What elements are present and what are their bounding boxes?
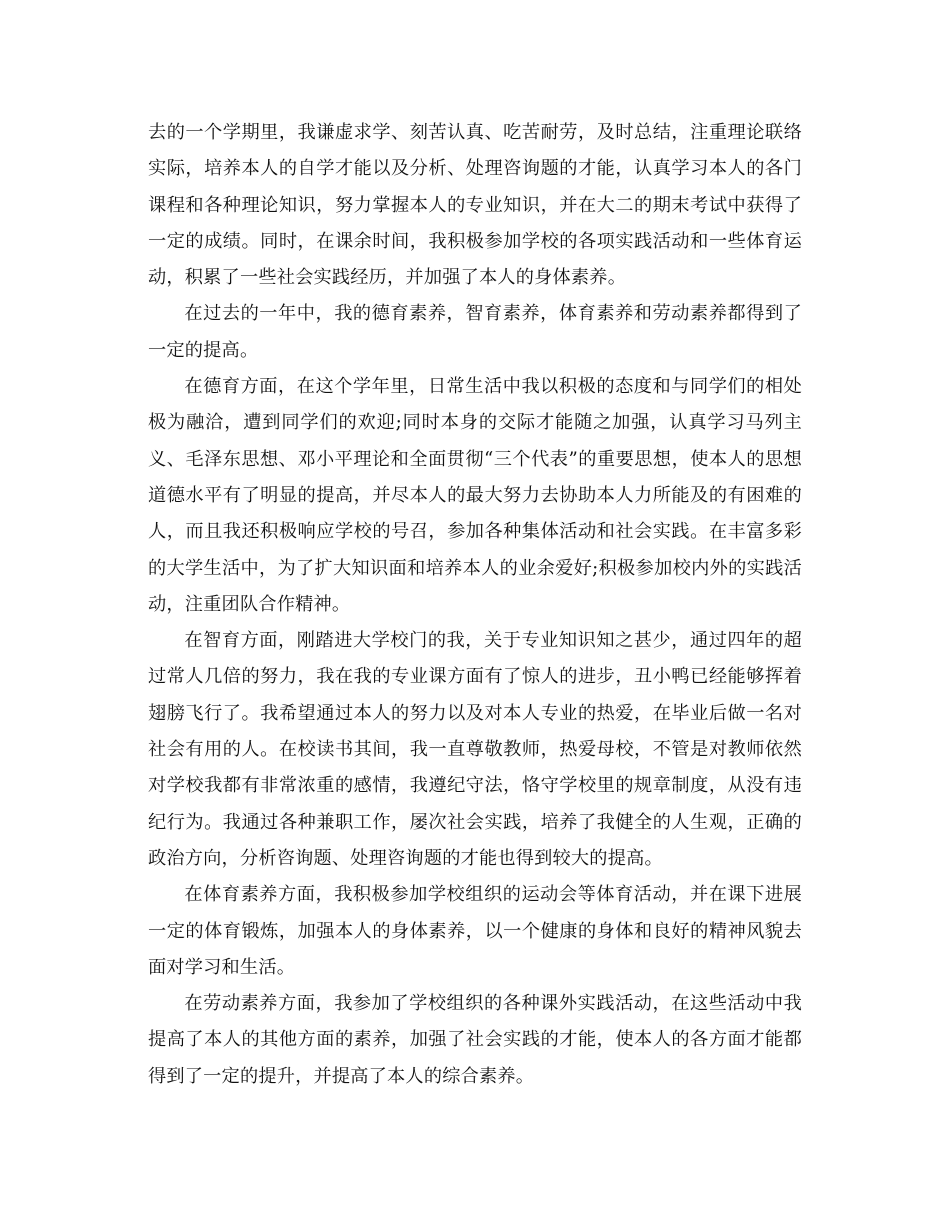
paragraph-continued: 去的一个学期里，我谦虚求学、刻苦认真、吃苦耐劳，及时总结，注重理论联络实际，培养本人的自学才能以及分析、处理咨询题的才能，认真学习本人的各门课程和各种理论知识，努力掌握本人的专业知识，并在大二的期末考试中获得了一定的成绩。同时，在课余时间，我积极参加学校的各项实践活动和一些体育运动，积累了一些社会实践经历，并加强了本人的身体素养。	[148, 122, 802, 289]
paragraph-physical-education: 在体育素养方面，我积极参加学校组织的运动会等体育活动，并在课下进展一定的体育锻炼，加强本人的身体素养，以一个健康的身体和良好的精神风貌去面对学习和生活。	[148, 884, 802, 978]
paragraph-overview: 在过去的一年中，我的德育素养，智育素养，体育素养和劳动素养都得到了一定的提高。	[148, 303, 802, 361]
document-body	[148, 115, 802, 1095]
paragraph-intellectual-education: 在智育方面，刚踏进大学校门的我，关于专业知识知之甚少，通过四年的超过常人几倍的努力，我在我的专业课方面有了惊人的进步，丑小鸭已经能够挥着翅膀飞行了。我希望通过本人的努力以及对本人专业的热爱，在毕业后做一名对社会有用的人。在校读书其间，我一直尊敬教师，热爱母校，不管是对教师依然对学校我都有非常浓重的感情，我遵纪守法，恪守学校里的规章制度，从没有违纪行为。我通过各种兼职工作，屡次社会实践，培养了我健全的人生观，正确的政治方向，分析咨询题、处理咨询题的才能也得到较大的提高。	[148, 630, 802, 869]
paragraph-labor-education: 在劳动素养方面，我参加了学校组织的各种课外实践活动，在这些活动中我提高了本人的其他方面的素养，加强了社会实践的才能，使本人的各方面才能都得到了一定的提升，并提高了本人的综合素养。	[148, 993, 802, 1087]
paragraph-moral-education: 在德育方面，在这个学年里，日常生活中我以积极的态度和与同学们的相处极为融洽，遭到同学们的欢迎;同时本身的交际才能随之加强，认真学习马列主义、毛泽东思想、邓小平理论和全面贯彻“三个代表”的重要思想，使本人的思想道德水平有了明显的提高，并尽本人的最大努力去协助本人力所能及的有困难的人，而且我还积极响应学校的号召，参加各种集体活动和社会实践。在丰富多彩的大学生活中，为了扩大知识面和培养本人的业余爱好;积极参加校内外的实践活动，注重团队合作精神。	[148, 376, 802, 615]
